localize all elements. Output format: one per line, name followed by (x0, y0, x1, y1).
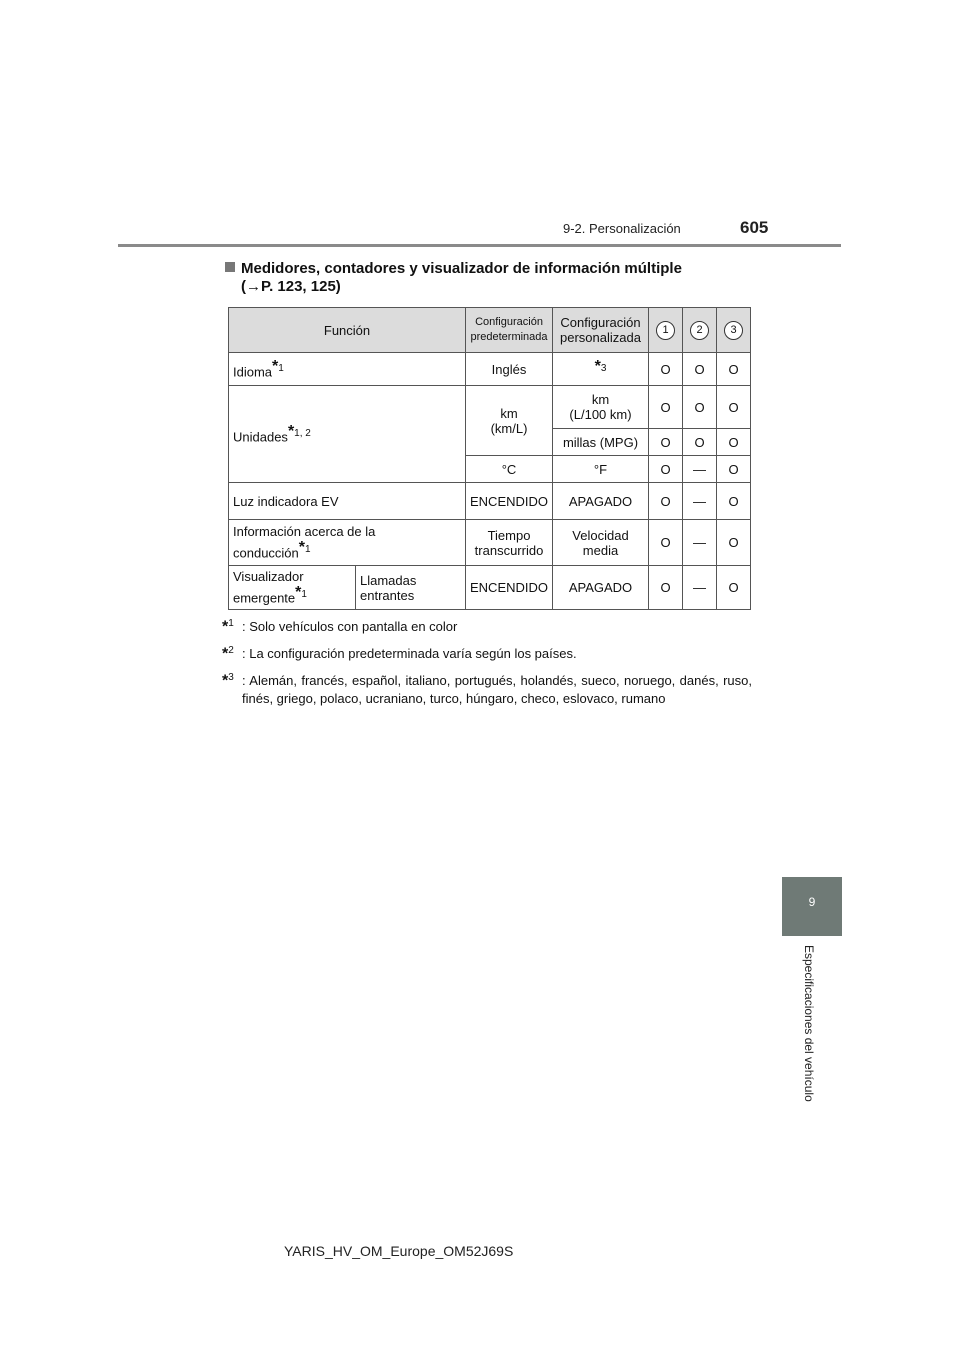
circled-2-icon: 2 (690, 321, 709, 340)
cell-method: O (649, 386, 683, 429)
cell-temp-default: °C (466, 456, 553, 483)
cell-visual-custom: APAGADO (553, 566, 649, 610)
cell-units-custom-2: millas (MPG) (553, 429, 649, 456)
cell-visual: Visualizador emergente$^{*1}$ (229, 566, 356, 610)
table-row (229, 483, 751, 520)
cell-method: — (683, 456, 717, 483)
circled-3-icon: 3 (724, 321, 743, 340)
header-method-3 (717, 308, 751, 353)
document-code: YARIS_HV_OM_Europe_OM52J69S (284, 1243, 514, 1259)
footnotes (222, 618, 752, 717)
table-row (229, 386, 751, 429)
cell-info-custom: Velocidad media (553, 520, 649, 566)
cell-info: Información acerca de la conducción$^{*1}$ (229, 520, 466, 566)
cell-method: O (649, 429, 683, 456)
header-method-2 (683, 308, 717, 353)
cell-method: — (683, 483, 717, 520)
table-header-row (229, 308, 751, 353)
cell-method: O (649, 483, 683, 520)
cell-method: O (649, 353, 683, 386)
cell-idioma: Idioma$^{*1}$ (229, 353, 466, 386)
cell-luz-default: ENCENDIDO (466, 483, 553, 520)
cell-method: O (717, 353, 751, 386)
table-row (229, 353, 751, 386)
table-row (229, 520, 751, 566)
cell-method: — (683, 566, 717, 610)
header-method-1 (649, 308, 683, 353)
cell-luz-custom: APAGADO (553, 483, 649, 520)
page-number: 605 (740, 218, 769, 237)
footnote: *$^2$ : La configuración predeterminada varía según los países. (222, 645, 577, 663)
chapter-tab[interactable] (782, 877, 842, 936)
header-custom: Configuración personalizada (553, 308, 649, 353)
cell-temp-custom: °F (553, 456, 649, 483)
header-funcion: Función (229, 308, 466, 353)
header-default: Configuración predeterminada (466, 308, 553, 353)
cell-method: O (683, 429, 717, 456)
cell-method: O (717, 386, 751, 429)
header-section-title: 9-2. Personalización (563, 221, 681, 236)
settings-table (228, 307, 751, 610)
cell-method: O (649, 456, 683, 483)
cell-idioma-custom: *3 (553, 353, 649, 386)
chapter-label: Especificaciones del vehículo (802, 945, 816, 1102)
cell-method: O (717, 429, 751, 456)
cell-method: O (649, 566, 683, 610)
cell-method: O (717, 483, 751, 520)
section-page-reference[interactable]: (→P. 123, 125) (241, 278, 341, 295)
cell-method: O (649, 520, 683, 566)
square-bullet-icon (225, 262, 235, 272)
cell-visual-sub: Llamadas entrantes (356, 566, 466, 610)
cell-method: — (683, 520, 717, 566)
cell-unidades-default: km (km/L) (466, 386, 553, 456)
footnote: *$^1$ : Solo vehículos con pantalla en color (222, 618, 458, 636)
cell-luz: Luz indicadora EV (229, 483, 466, 520)
header-divider (118, 244, 841, 247)
cell-info-default: Tiempo transcurrido (466, 520, 553, 566)
cell-method: O (717, 520, 751, 566)
footnote: *$^3$ : Alemán, francés, español, italiano, portugués, holandés, sueco, noruego, danés, ruso, finés, griego, polaco, ucraniano, turco, húngaro, checo, eslovaco, rumano (222, 672, 752, 706)
cell-unidades: Unidades$^{*1, 2}$ (229, 386, 466, 483)
circled-1-icon: 1 (656, 321, 675, 340)
cell-units-custom-1: km (L/100 km) (553, 386, 649, 429)
section-title-text: Medidores, contadores y visualizador de información múltiple (241, 260, 682, 277)
cell-method: O (683, 386, 717, 429)
cell-method: O (717, 456, 751, 483)
cell-idioma-default: Inglés (466, 353, 553, 386)
cell-method: O (717, 566, 751, 610)
chapter-number: 9 (808, 895, 816, 909)
cell-visual-default: ENCENDIDO (466, 566, 553, 610)
cell-method: O (683, 353, 717, 386)
table-row (229, 566, 751, 610)
